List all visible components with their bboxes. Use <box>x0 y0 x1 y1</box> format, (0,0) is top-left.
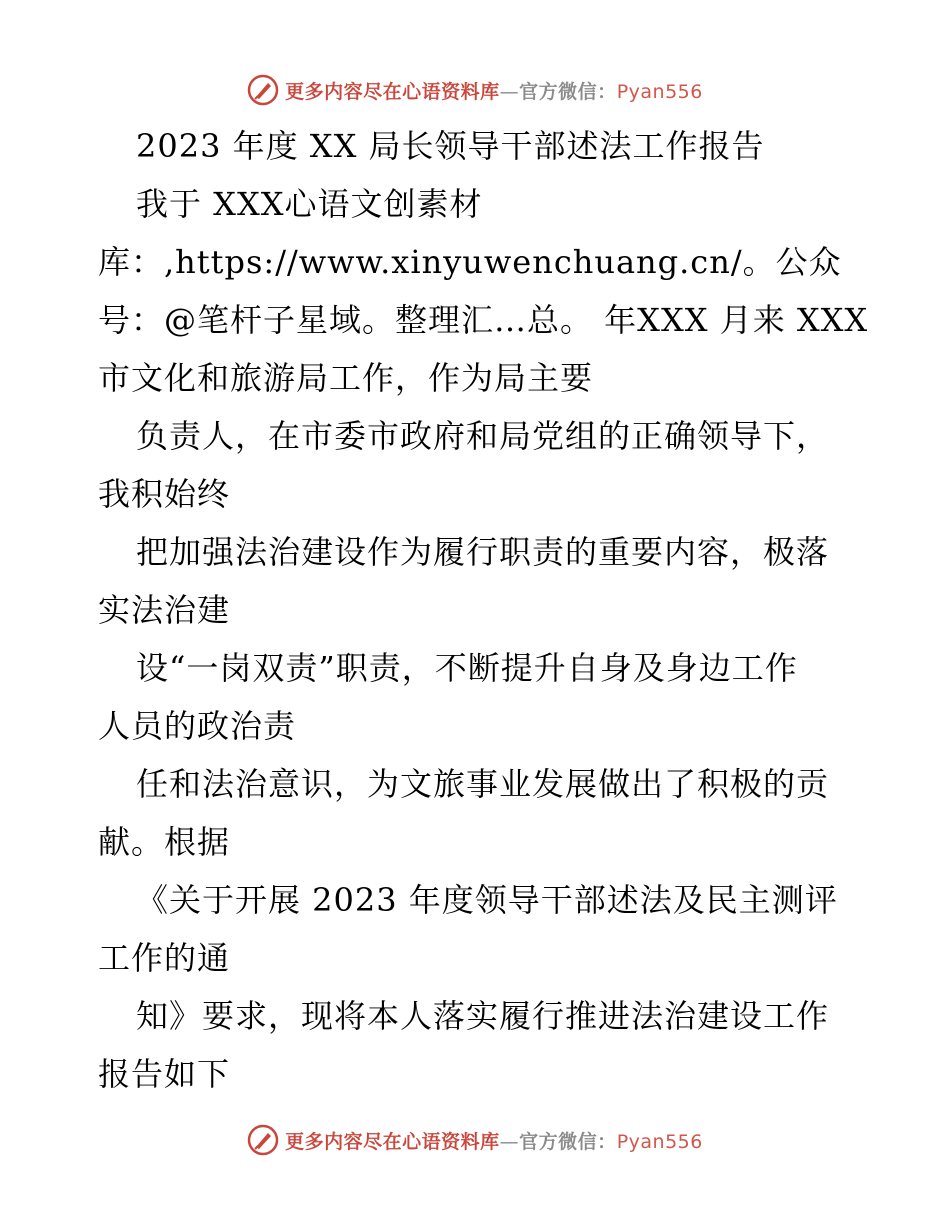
paragraph-line: 市文化和旅游局工作，作为局主要 <box>98 359 594 397</box>
paragraph-line: 负责人，在市委市政府和局党组的正确领导下， <box>136 417 830 455</box>
watermark-main-text: 更多内容尽在心语资料库 <box>285 80 500 103</box>
watermark-main-text: 更多内容尽在心语资料库 <box>285 1130 500 1153</box>
paragraph-line: 号：@笔杆子星域。整理汇…总。 年XXX 月来 XXX <box>98 301 869 339</box>
watermark-wechat-id: Pyan556 <box>616 80 703 103</box>
quill-logo-icon <box>247 74 279 106</box>
watermark-separator: — <box>499 1130 520 1153</box>
paragraph-line: 任和法治意识，为文旅事业发展做出了积极的贡 <box>136 765 830 803</box>
header-watermark <box>0 70 950 110</box>
paragraph-line: 设“一岗双责”职责，不断提升自身及身边工作 <box>136 649 798 687</box>
document-title: 2023 年度 XX 局长领导干部述法工作报告 <box>136 127 765 165</box>
paragraph-line: 知》要求，现将本人落实履行推进法治建设工作 <box>136 997 830 1035</box>
paragraph-line: 把加强法治建设作为履行职责的重要内容，极落 <box>136 533 830 571</box>
paragraph-line: 人员的政治责 <box>98 707 297 745</box>
paragraph-line: 库：,https://www.xinyuwenchuang.cn/。公众 <box>98 243 842 281</box>
paragraph-line: 《关于开展 2023 年度领导干部述法及民主测评 <box>136 881 838 919</box>
watermark-wechat-label: 官方微信： <box>519 1130 617 1153</box>
paragraph-line: 报告如下 <box>98 1055 231 1093</box>
paragraph-line: 我于 XXX心语文创素材 <box>136 185 483 223</box>
document-body <box>98 124 868 1110</box>
watermark-wechat-label: 官方微信： <box>519 80 617 103</box>
watermark-wechat-id: Pyan556 <box>616 1130 703 1153</box>
watermark-separator: — <box>499 80 520 103</box>
paragraph-line: 实法治建 <box>98 591 231 629</box>
paragraph-line: 献。根据 <box>98 823 231 861</box>
paragraph-line: 工作的通 <box>98 939 231 977</box>
quill-logo-icon <box>247 1124 279 1156</box>
paragraph-line: 我积始终 <box>98 475 231 513</box>
footer-watermark <box>0 1120 950 1160</box>
